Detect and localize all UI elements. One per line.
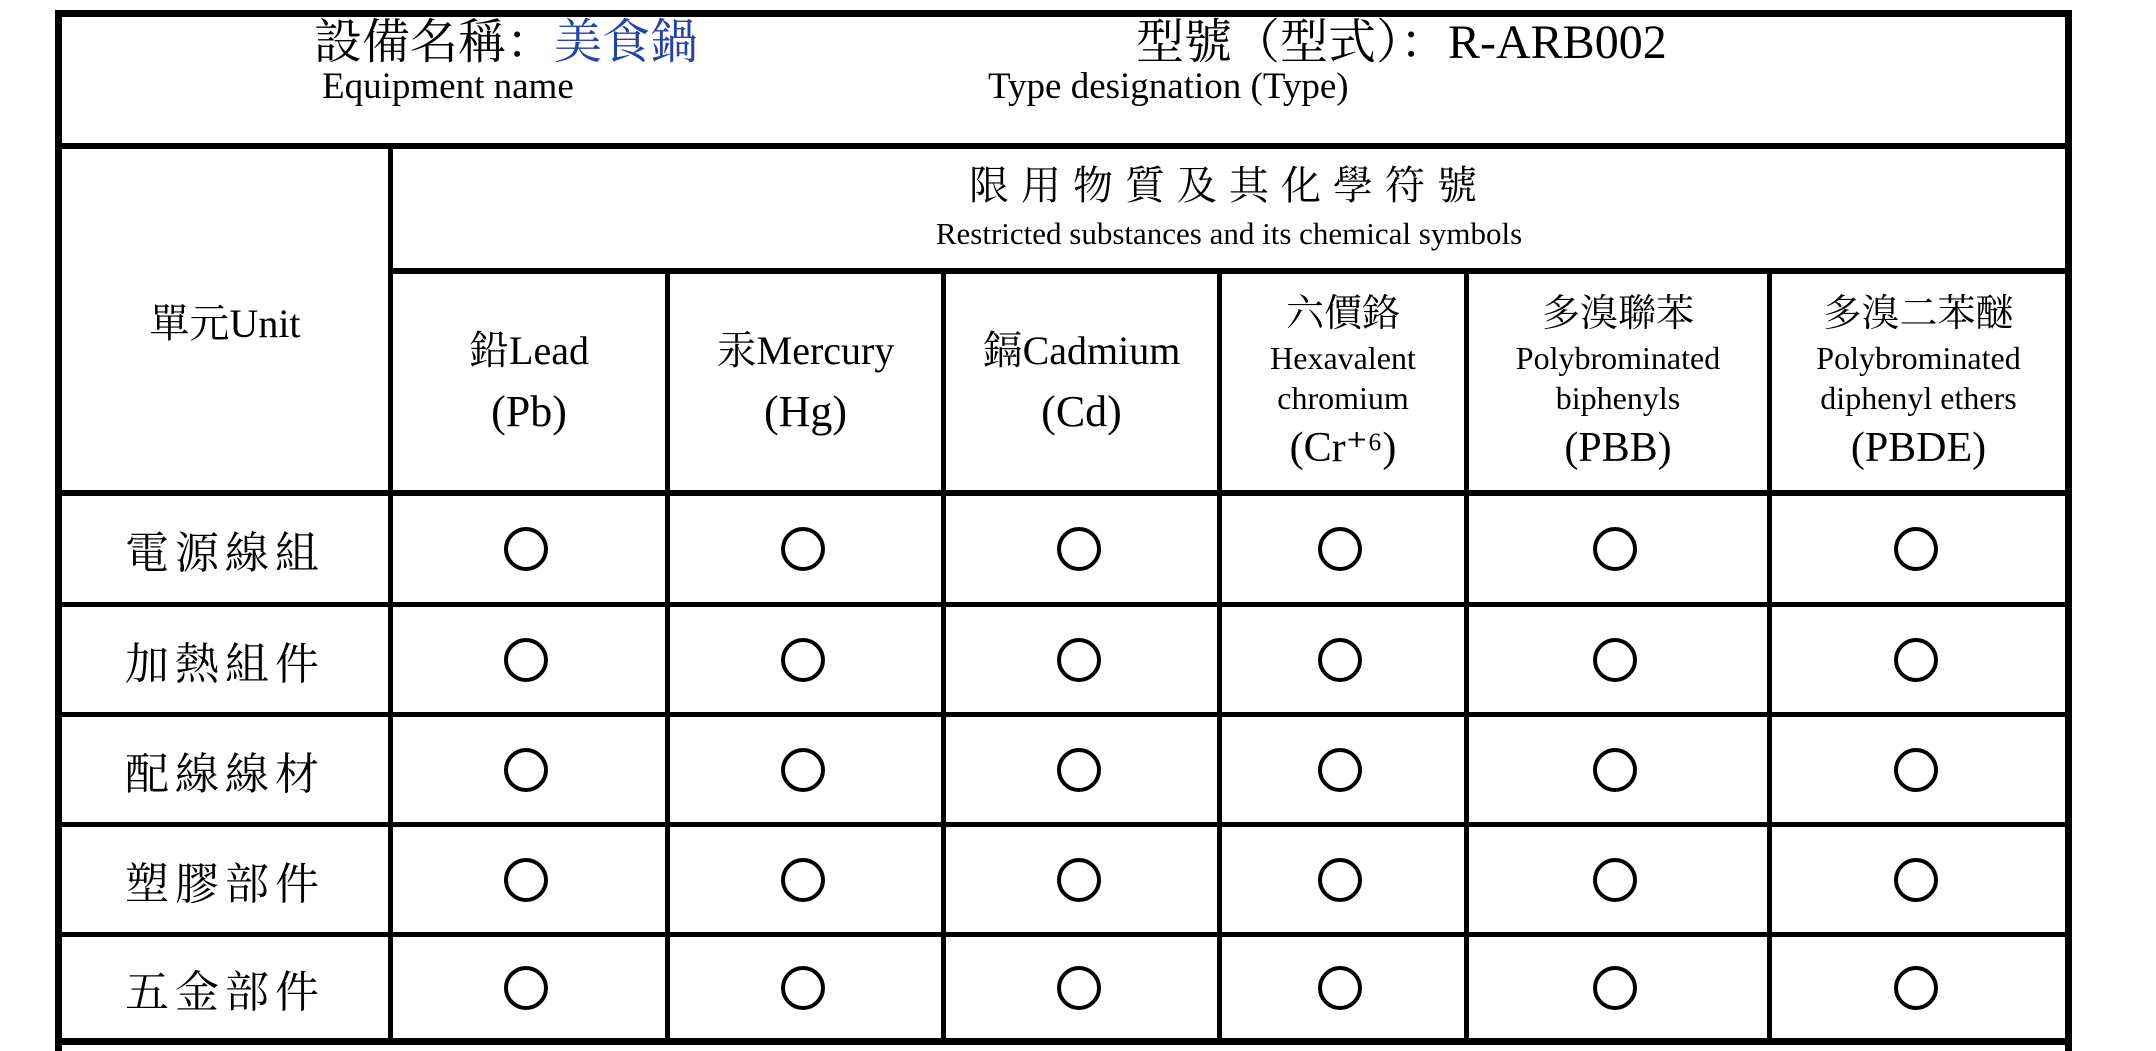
compliance-circle	[504, 966, 548, 1010]
column-subtitle: Hexavalent	[1270, 340, 1416, 376]
column-title: 多溴二苯醚	[1823, 293, 2014, 335]
column-subtitle: Polybrominated	[1515, 340, 1721, 376]
compliance-circle	[1318, 748, 1362, 792]
compliance-circle	[1593, 748, 1637, 792]
compliance-circle	[504, 748, 548, 792]
restricted-substances-header-en: Restricted substances and its chemical symbols	[935, 216, 1523, 251]
unit-column-header: 單元Unit	[149, 300, 301, 346]
compliance-circle	[1593, 858, 1637, 902]
column-symbol: (PBDE)	[1850, 425, 1987, 471]
unit-label: 塑膠部件	[125, 859, 325, 909]
compliance-circle	[781, 638, 825, 682]
compliance-circle	[504, 527, 548, 571]
table-border-right	[2065, 10, 2072, 1051]
column-header-mercury	[670, 276, 941, 488]
restricted-substances-header	[393, 152, 2065, 264]
compliance-circle	[1057, 638, 1101, 682]
restricted-substances-header-cn: 限用物質及其化學符號	[969, 163, 1489, 208]
compliance-circle	[1318, 638, 1362, 682]
compliance-circle	[1894, 527, 1938, 571]
compliance-circle	[1057, 748, 1101, 792]
compliance-circle	[781, 527, 825, 571]
column-header-pbde	[1772, 276, 2065, 488]
column-title: 多溴聯苯	[1541, 293, 1694, 335]
table-row	[62, 607, 2065, 712]
compliance-circle	[1318, 858, 1362, 902]
restricted-header-separator	[388, 268, 2072, 274]
column-header-hexavalent-chromium	[1222, 276, 1464, 488]
compliance-circle	[1894, 748, 1938, 792]
column-subtitle: chromium	[1277, 380, 1409, 416]
compliance-circle	[1593, 966, 1637, 1010]
column-symbol: (Pb)	[491, 387, 567, 436]
unit-label: 加熱組件	[125, 639, 325, 689]
compliance-circle	[1057, 966, 1101, 1010]
table-row	[62, 937, 2065, 1038]
column-title: 汞Mercury	[716, 328, 895, 373]
column-symbol: (PBB)	[1564, 425, 1672, 471]
compliance-circle	[1318, 527, 1362, 571]
unit-label: 五金部件	[125, 967, 325, 1017]
column-subtitle: Polybrominated	[1816, 340, 2021, 376]
compliance-circle	[1318, 966, 1362, 1010]
compliance-circle	[1057, 858, 1101, 902]
equipment-name-value: 美食鍋	[554, 16, 699, 69]
equipment-name-line	[314, 16, 698, 70]
equipment-name-label: 設備名稱：	[314, 16, 555, 69]
column-symbol: (Cd)	[1041, 387, 1122, 436]
compliance-circle	[1894, 966, 1938, 1010]
compliance-circle	[1057, 527, 1101, 571]
table-border-left	[55, 10, 62, 1051]
compliance-circle	[1593, 527, 1637, 571]
compliance-circle	[504, 638, 548, 682]
column-header-cadmium	[946, 276, 1217, 488]
unit-label: 配線線材	[125, 749, 325, 799]
column-header-lead	[393, 276, 665, 488]
compliance-circle	[781, 966, 825, 1010]
column-symbol: (Hg)	[763, 387, 848, 436]
column-subtitle: biphenyls	[1555, 380, 1681, 416]
column-title: 鉛Lead	[469, 328, 589, 373]
equipment-row-separator	[55, 143, 2072, 149]
compliance-circle	[1593, 638, 1637, 682]
compliance-circle	[1894, 638, 1938, 682]
column-header-pbb	[1469, 276, 1767, 488]
compliance-circle	[781, 858, 825, 902]
equipment-name-label-en: Equipment name	[322, 66, 574, 107]
table-row	[62, 827, 2065, 932]
column-symbol: (Cr⁺⁶)	[1289, 425, 1397, 471]
table-row	[62, 717, 2065, 822]
type-designation-label-en: Type designation (Type)	[988, 66, 1349, 107]
compliance-circle	[1894, 858, 1938, 902]
table-row	[62, 496, 2065, 602]
unit-label: 電源線組	[125, 529, 325, 578]
column-subtitle: diphenyl ethers	[1820, 380, 2017, 416]
type-designation-line: 型號（型式）：R-ARB002	[1136, 16, 1667, 69]
column-title: 六價鉻	[1285, 293, 1400, 335]
compliance-circle	[504, 858, 548, 902]
compliance-circle	[781, 748, 825, 792]
column-title: 鎘Cadmium	[982, 328, 1181, 373]
